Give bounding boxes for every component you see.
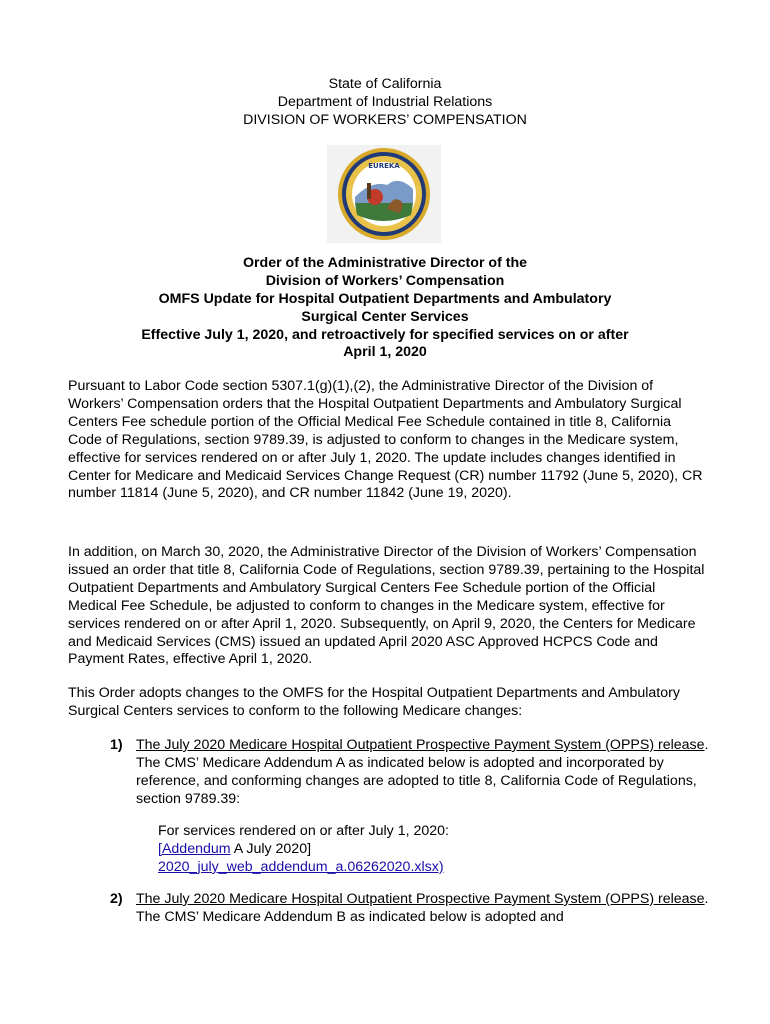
paragraph-adopts-changes: This Order adopts changes to the OMFS for the Hospital Outpatient Departments and Ambulatory Surgical Centers services to conform to the following Medicare changes: (68, 685, 680, 719)
opps-release-link[interactable]: The July 2020 Medicare Hospital Outpatient Prospective Payment System (OPPS) release (136, 891, 705, 907)
header-department: Department of Industrial Relations (277, 93, 493, 110)
paragraph-labor-code: Pursuant to Labor Code section 5307.1(g)(1),(2), the Administrative Director of the Division of Workers’ Compensation orders that the Hospital Outpatient Departments and Ambulatory Surgical Centers Fee schedule portion of the Official Medical Fee Schedule contained in title 8, California Code of Regulations, section 9789.39, is adjusted to conform to changes in the Medicare system, effective for services rendered on or after July 1, 2020. The update includes changes identified in Center for Medicare and Medicaid Services Change Request (CR) number 11792 (June 5, 2020), CR number 11814 (June 5, 2020), and CR number 11842 (June 19, 2020). (68, 378, 703, 502)
paragraph-march-order: In addition, on March 30, 2020, the Administrative Director of the Division of Workers’ Compensation issued an order that title 8, California Code of Regulations, section 9789.39, pertaining to the Hospital Outpatient Departments and Ambulatory Surgical Centers Fee Schedule portion of the Official Medical Fee Schedule, be adjusted to conform to changes in the Medicare system, effective for services rendered on or after April 1, 2020. Subsequently, on April 9, 2020, the Centers for Medicare and Medicaid Services (CMS) issued an updated April 2020 ASC Approved HCPCS Code and Payment Rates, effective April 1, 2020. (68, 544, 705, 668)
header-division: DIVISION OF WORKERS’ COMPENSATION (243, 111, 527, 128)
list-item-text: . The CMS’ Medicare Addendum B as indicated below is adopted and (136, 891, 709, 925)
order-title (0, 255, 770, 362)
header-state: State of California (328, 76, 442, 92)
bracket-open[interactable]: [ (158, 840, 162, 857)
addendum-link[interactable]: Addendum (161, 840, 231, 857)
title-line-5: Effective July 1, 2020, and retroactively for specified services on or after (141, 326, 629, 343)
title-line-6: April 1, 2020 (343, 344, 427, 361)
agency-header (0, 76, 770, 130)
title-line-2: Division of Workers’ Compensation (265, 272, 505, 289)
title-line-3: OMFS Update for Hospital Outpatient Departments and Ambulatory (158, 290, 612, 307)
california-state-seal-icon (327, 145, 441, 243)
addendum-file-link[interactable]: 2020_july_web_addendum_a.06262020.xlsx) (158, 858, 444, 875)
addendum-intro: For services rendered on or after July 1, 2020: (158, 823, 449, 839)
list-item-text: . The CMS’ Medicare Addendum A as indicated below is adopted and incorporated by reference, and conforming changes are adopted to title 8, California Code of Regulations, section 9789.39: (136, 737, 709, 807)
opps-release-link[interactable]: The July 2020 Medicare Hospital Outpatient Prospective Payment System (OPPS) release (136, 737, 705, 753)
list-item (110, 737, 710, 809)
addendum-a-reference (158, 823, 698, 877)
list-item-number: 1) (110, 737, 123, 753)
title-line-1: Order of the Administrative Director of the (242, 255, 528, 271)
list-item-number: 2) (110, 891, 123, 907)
addendum-label: A July 2020] (230, 840, 312, 857)
svg-text:EUREKA: EUREKA (368, 162, 400, 170)
title-line-4: Surgical Center Services (301, 308, 469, 325)
list-item (110, 891, 710, 927)
